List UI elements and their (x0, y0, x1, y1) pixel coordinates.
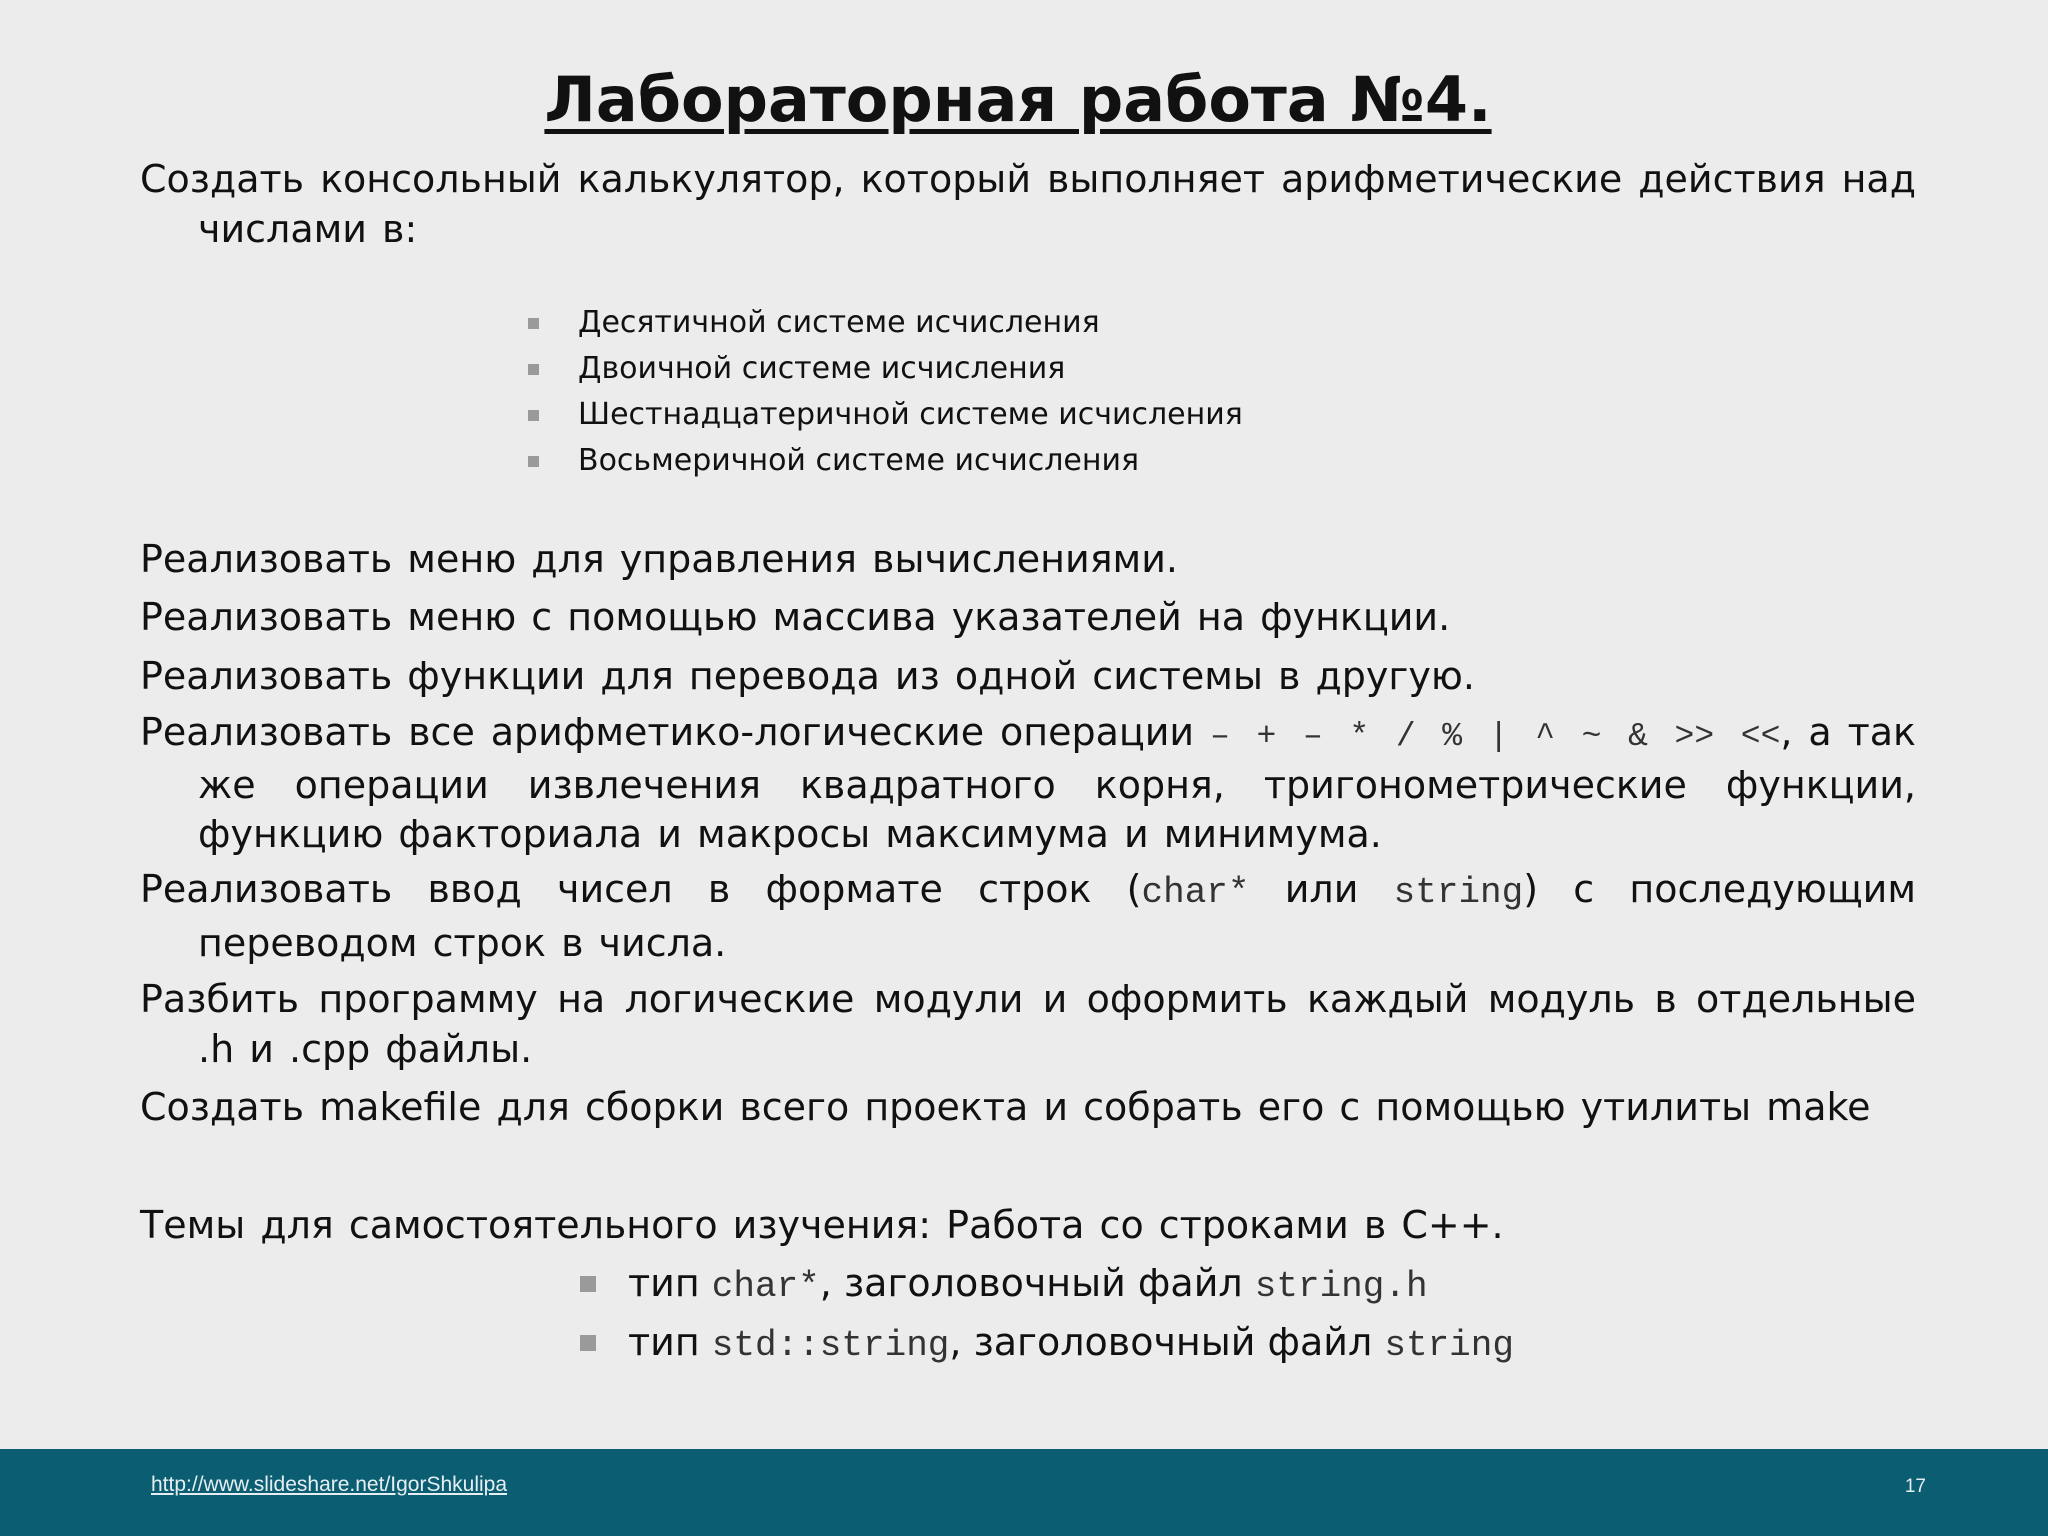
square-bullet-icon (528, 318, 539, 329)
list-item (580, 1313, 1514, 1372)
task-modules: Разбить программу на логические модули и оформить каждый модуль в отдельные .h и .cpp файлы. (140, 977, 1916, 1071)
task-makefile: Создать makefile для сборки всего проекта и собрать его с помощью утилиты make (140, 1085, 1871, 1129)
item-prefix: тип (628, 1320, 712, 1364)
list-item-text: Восьмеричной системе исчисления (578, 443, 1140, 478)
intro-paragraph: Создать консольный калькулятор, который выполняет арифметические действия над числами в: (140, 157, 1916, 251)
list-item (528, 300, 1243, 346)
operations-list: – + – * / % | ^ ~ & >> << (1210, 718, 1781, 755)
item-middle: , заголовочный файл (819, 1261, 1255, 1305)
square-bullet-icon (580, 1276, 596, 1292)
list-item (580, 1254, 1514, 1313)
task-conversion: Реализовать функции для перевода из одной системы в другую. (140, 654, 1475, 698)
list-item (528, 346, 1243, 392)
task-string-input (140, 864, 1916, 968)
square-bullet-icon (528, 410, 539, 421)
self-study-list (580, 1254, 1514, 1372)
number-systems-list (528, 300, 1243, 484)
footer-link[interactable]: http://www.slideshare.net/IgorShkulipa (151, 1473, 508, 1496)
code-type: std::string (711, 1325, 950, 1366)
input-prefix: Реализовать ввод чисел в формате строк ( (140, 867, 1142, 911)
page-number: 17 (1904, 1476, 1926, 1497)
code-header: string.h (1254, 1266, 1428, 1307)
list-item-text: Десятичной системе исчисления (578, 305, 1100, 340)
list-item (528, 392, 1243, 438)
slide-title: Лабораторная работа №4. (544, 63, 1492, 136)
item-middle: , заголовочный файл (949, 1320, 1385, 1364)
code-type: char* (711, 1266, 820, 1307)
list-item-text: Шестнадцатеричной системе исчисления (578, 397, 1243, 432)
self-study-heading: Темы для самостоятельного изучения: Работа со строками в С++. (140, 1203, 1504, 1247)
task-operations (140, 708, 1916, 859)
input-suffix: ) с последующим переводом строк в числа. (198, 867, 1916, 965)
square-bullet-icon (528, 364, 539, 375)
square-bullet-icon (528, 456, 539, 467)
operations-prefix: Реализовать все арифметико-логические операции (140, 710, 1211, 754)
square-bullet-icon (580, 1335, 596, 1351)
list-item-text: Двоичной системе исчисления (578, 351, 1066, 386)
item-prefix: тип (628, 1261, 712, 1305)
code-string: string (1393, 872, 1524, 913)
operations-suffix: , а так же операции извлечения квадратного корня, тригонометрические функции, функцию факториала и макросы максимума и минимума. (198, 710, 1916, 856)
input-mid: или (1249, 867, 1394, 911)
list-item (528, 438, 1243, 484)
footer-bar (0, 1449, 2048, 1536)
code-char-pointer: char* (1141, 872, 1250, 913)
code-header: string (1384, 1325, 1514, 1366)
task-menu: Реализовать меню для управления вычислениями. (140, 537, 1178, 581)
task-menu-pointers: Реализовать меню с помощью массива указателей на функции. (140, 595, 1451, 639)
